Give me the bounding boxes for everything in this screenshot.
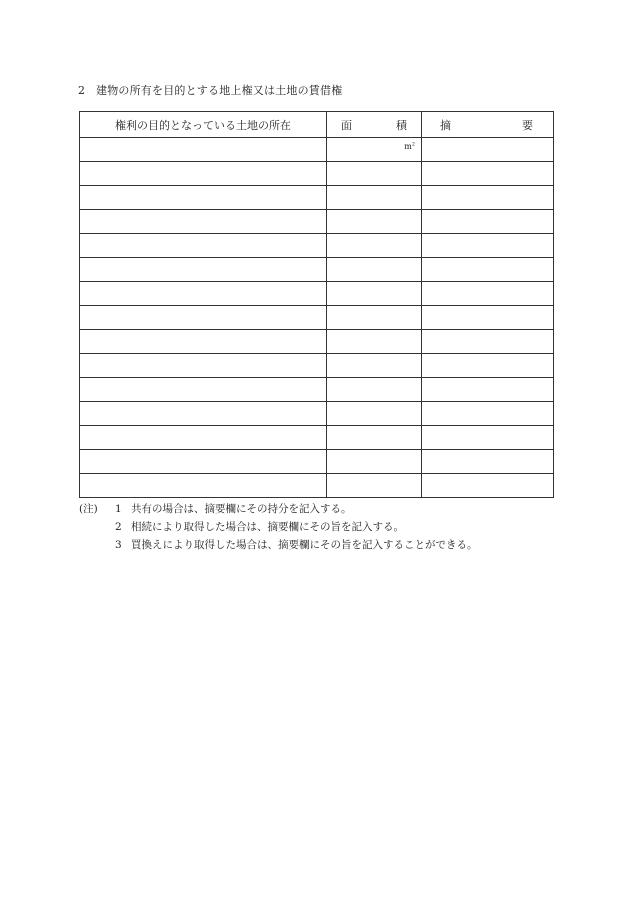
area-cell[interactable] — [327, 330, 422, 354]
table-row — [80, 234, 554, 258]
table-row — [80, 450, 554, 474]
note-number: 3 — [115, 539, 122, 551]
table-row — [80, 426, 554, 450]
location-cell[interactable] — [80, 306, 327, 330]
table-row — [80, 354, 554, 378]
summary-cell[interactable] — [422, 402, 554, 426]
land-rights-table — [79, 111, 554, 498]
location-cell[interactable] — [80, 162, 327, 186]
location-cell[interactable] — [80, 426, 327, 450]
summary-header-left: 摘 — [440, 118, 451, 132]
area-cell[interactable] — [327, 474, 422, 498]
location-cell[interactable] — [80, 210, 327, 234]
summary-cell[interactable] — [422, 330, 554, 354]
area-cell[interactable] — [327, 450, 422, 474]
area-cell[interactable] — [327, 402, 422, 426]
area-header-left: 面 — [341, 118, 352, 132]
table-row — [80, 402, 554, 426]
table-row — [80, 186, 554, 210]
location-cell[interactable] — [80, 474, 327, 498]
summary-cell[interactable] — [422, 354, 554, 378]
summary-header-right: 要 — [522, 118, 533, 132]
area-cell[interactable] — [327, 282, 422, 306]
location-cell[interactable] — [80, 186, 327, 210]
note-item — [79, 500, 478, 518]
summary-cell[interactable] — [422, 138, 554, 162]
note-text: 共有の場合は、摘要欄にその持分を記入する。 — [131, 503, 352, 515]
area-cell[interactable] — [327, 258, 422, 282]
summary-header — [422, 112, 554, 138]
area-header-right: 積 — [396, 118, 407, 132]
location-cell[interactable] — [80, 450, 327, 474]
note-number: 2 — [115, 521, 122, 533]
table-row — [80, 378, 554, 402]
summary-cell[interactable] — [422, 186, 554, 210]
area-cell[interactable] — [327, 426, 422, 450]
location-cell[interactable] — [80, 258, 327, 282]
summary-cell[interactable] — [422, 234, 554, 258]
area-cell[interactable] — [327, 234, 422, 258]
location-header: 権利の目的となっている土地の所在 — [80, 112, 327, 138]
notes-prefix: (注) — [79, 503, 98, 515]
area-cell[interactable] — [327, 378, 422, 402]
area-cell[interactable] — [327, 210, 422, 234]
location-cell[interactable] — [80, 402, 327, 426]
section-heading — [78, 82, 342, 98]
summary-cell[interactable] — [422, 378, 554, 402]
table-row — [80, 306, 554, 330]
location-cell[interactable] — [80, 378, 327, 402]
summary-cell[interactable] — [422, 258, 554, 282]
summary-cell[interactable] — [422, 474, 554, 498]
section-number: 2 — [78, 84, 86, 97]
summary-cell[interactable] — [422, 450, 554, 474]
area-cell[interactable] — [327, 162, 422, 186]
table-header-row — [80, 112, 554, 138]
area-cell[interactable] — [327, 306, 422, 330]
summary-cell[interactable] — [422, 282, 554, 306]
note-number: 1 — [115, 503, 122, 515]
location-cell[interactable] — [80, 282, 327, 306]
section-title: 建物の所有を目的とする地上権又は土地の賃借権 — [96, 84, 343, 97]
area-unit: $m^2$ — [404, 141, 415, 151]
area-cell[interactable] — [327, 186, 422, 210]
table-row — [80, 210, 554, 234]
note-item — [79, 536, 478, 554]
table-row — [80, 282, 554, 306]
note-item — [79, 518, 478, 536]
area-cell[interactable] — [327, 354, 422, 378]
summary-cell[interactable] — [422, 306, 554, 330]
table-row — [80, 258, 554, 282]
area-cell[interactable] — [327, 138, 422, 162]
area-header — [327, 112, 422, 138]
table-row — [80, 138, 554, 162]
summary-cell[interactable] — [422, 162, 554, 186]
location-cell[interactable] — [80, 234, 327, 258]
location-cell[interactable] — [80, 138, 327, 162]
location-cell[interactable] — [80, 354, 327, 378]
table-row — [80, 474, 554, 498]
table-row — [80, 162, 554, 186]
table-row — [80, 330, 554, 354]
note-text: 相続により取得した場合は、摘要欄にその旨を記入する。 — [131, 521, 404, 533]
summary-cell[interactable] — [422, 426, 554, 450]
summary-cell[interactable] — [422, 210, 554, 234]
notes-section — [79, 500, 478, 554]
location-cell[interactable] — [80, 330, 327, 354]
note-text: 買換えにより取得した場合は、摘要欄にその旨を記入することができる。 — [131, 539, 478, 551]
